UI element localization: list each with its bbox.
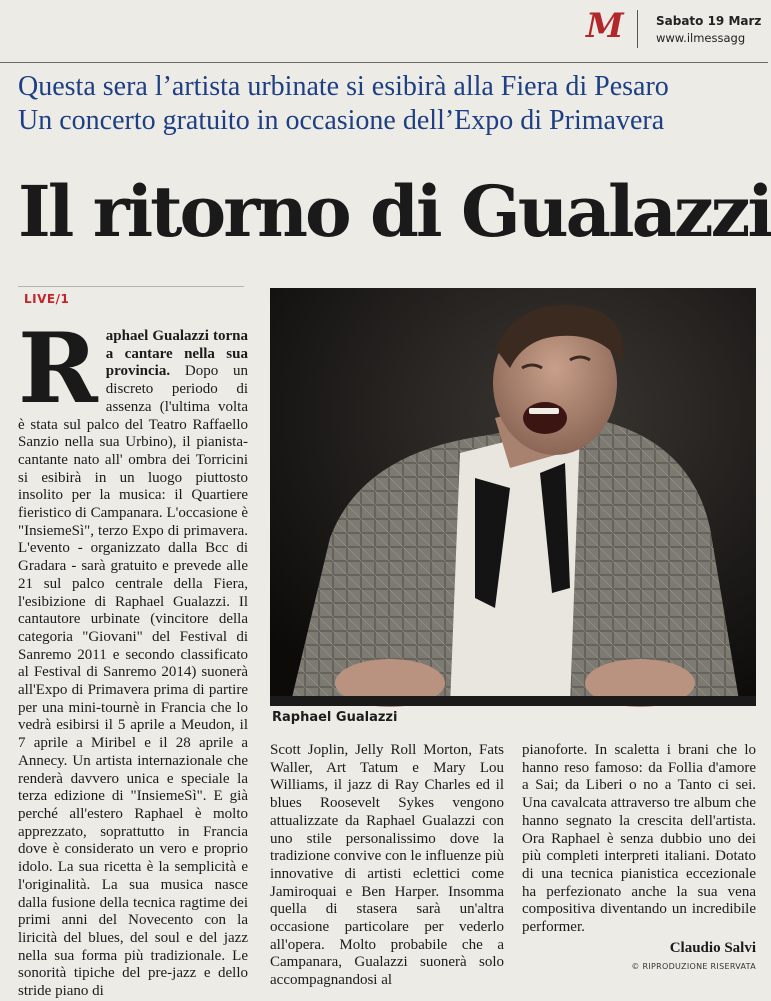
author-byline: Claudio Salvi xyxy=(669,940,756,956)
section-rule xyxy=(18,286,244,287)
singer-photo-illustration xyxy=(270,288,756,706)
masthead-divider xyxy=(637,10,638,48)
kicker-line-1: Questa sera l’artista urbinate si esibirà alla Fiera di Pesaro xyxy=(18,71,669,102)
section-tag: LIVE/1 xyxy=(24,292,70,306)
photo-caption: Raphael Gualazzi xyxy=(272,710,398,725)
article-column-1 xyxy=(18,312,248,1000)
headline: Il ritorno di Gualazzi xyxy=(18,170,771,253)
article-column-3: pianoforte. In scaletta i brani che lo hanno reso famoso: da Follia d'amore a Sai; da Liberi o no a Tanto ci sei. Una cavalcata attraverso tre album che hanno segnato la crescita dell'artista. Ora Raphael è senza dubbio uno dei più completi interpreti italiani. Dotato di una tecnica pianistica eccezionale ha perfezionato anche la sua vena compositiva diventando un incredibile performer. xyxy=(522,742,756,936)
masthead xyxy=(0,0,768,63)
kicker xyxy=(18,70,758,138)
drop-cap: R xyxy=(18,312,98,425)
article-photo xyxy=(270,288,756,706)
article-lead: aphael Gualazzi torna a cantare nella sua provincia. xyxy=(105,328,248,380)
kicker-line-2: Un concerto gratuito in occasione dell’Expo di Primavera xyxy=(18,105,665,136)
issue-date: Sabato 19 Marz xyxy=(656,14,762,28)
article-body-1: Dopo un discreto periodo di assenza (l'ultima volta è stata sul palco del Teatro Raffaello Sanzio nella sua Urbino), il pianista-cantante nato all' ombra dei Torricini si esibirà in un luogo piuttosto insolito per la musica: il Quartiere fieristico di Campanara. L'occasione è "InsiemeSì", terzo Expo di primavera. L'evento - organizzato dalla Bcc di Gradara - sarà gratuito e prevede alle 21 sul palco centrale della Fiera, l'esibizione di Raphael Gualazzi. Il cantautore urbinate (vincitore della categoria "Giovani" del Festival di Sanremo 2011 e secondo classificato al Festival di Sanremo 2014) suonerà all'Expo di Primavera prima di partire per una mini-tournè in Francia che lo vedrà esibirsi il 5 aprile a Meudon, il 7 aprile a Miribel e il 28 aprile a Annecy. Un artista internazionale che renderà davvero unica e speciale la terza edizione di "InsiemeSì". E già perché all'estero Raphael è molto apprezzato, soprattutto in Francia dove è considerato un vero e proprio idolo. La sua ricetta è la semplicità e l'originalità. La sua musica nasce dalla fusione della tecnica ragtime dei primi anni del Novecento con la liricità del blues, del soul e del jazz nella sua forma più tradizionale. Le sonorità tipiche del pre-jazz e dello stride piano di xyxy=(18,363,248,1000)
copyright-notice: © RIPRODUZIONE RISERVATA xyxy=(631,962,756,971)
article-column-2: Scott Joplin, Jelly Roll Morton, Fats Waller, Art Tatum e Mary Lou Williams, il jazz di Ray Charles ed il blues Roosevelt Sykes vengono attualizzate da Raphael Gualazzi con uno stile personalissimo dove la tradizione convive con le influenze più innovative di artisti eclettici come Jamiroquai e Ben Harper. Insomma quella di stasera sarà un'altra occasione particolare per vederlo all'opera. Molto probabile che a Campanara, Gualazzi suonerà solo accompagnandosi al xyxy=(270,742,504,989)
website-url: www.ilmessagg xyxy=(656,31,746,45)
newspaper-logo: M xyxy=(586,6,622,46)
